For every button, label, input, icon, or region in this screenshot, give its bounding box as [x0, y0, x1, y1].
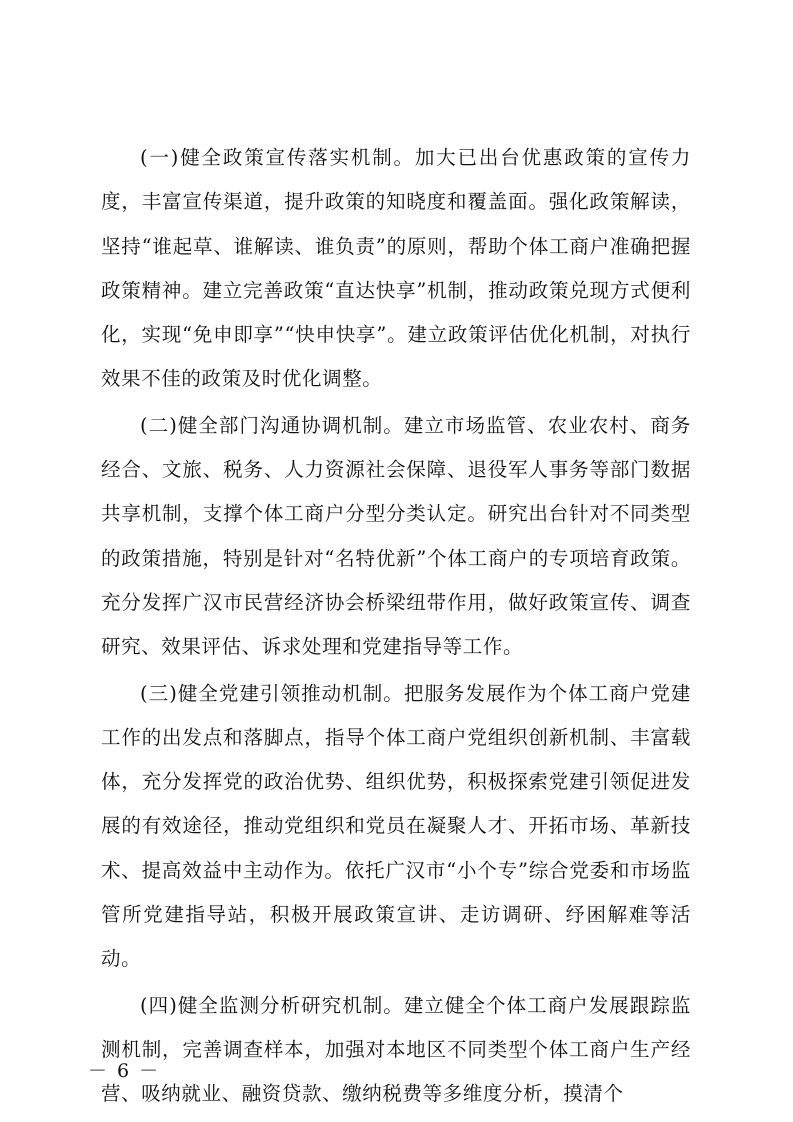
paragraph-party-building: (三)健全党建引领推动机制。把服务发展作为个体工商户党建工作的出发点和落脚点，指导个体工商户党组织创新机制、丰富载体，充分发挥党的政治优势、组织优势，积极探索党建引领促进发展的有效途径，推动党组织和党员在凝聚人才、开拓市场、革新技术、提高效益中主动作为。依托广汉市“小个专”综合党委和市场监管所党建指导站，积极开展政策宣讲、走访调研、纾困解难等活动。	[101, 681, 691, 971]
page-number: － 6 －	[88, 1060, 161, 1082]
paragraph-policy-promotion: (一)健全政策宣传落实机制。加大已出台优惠政策的宣传力度，丰富宣传渠道，提升政策的知晓度和覆盖面。强化政策解读，坚持“谁起草、谁解读、谁负责”的原则，帮助个体工商户准确把握政策精神。建立完善政策“直达快享”机制，推动政策兑现方式便利化，实现“免申即享”“快申快享”。建立政策评估优化机制，对执行效果不佳的政策及时优化调整。	[101, 146, 691, 391]
paragraph-department-coordination: (二)健全部门沟通协调机制。建立市场监管、农业农村、商务经合、文旅、税务、人力资源社会保障、退役军人事务等部门数据共享机制，支撑个体工商户分型分类认定。研究出台针对不同类型的政策措施，特别是针对“名特优新”个体工商户的专项培育政策。充分发挥广汉市民营经济协会桥梁纽带作用，做好政策宣传、调查研究、效果评估、诉求处理和党建指导等工作。	[101, 413, 691, 659]
paragraph-monitoring-analysis: (四)健全监测分析研究机制。建立健全个体工商户发展跟踪监测机制，完善调查样本，加强对本地区不同类型个体工商户生产经营、吸纳就业、融资贷款、缴纳税费等多维度分析，摸清个	[101, 993, 691, 1106]
body-text	[101, 136, 691, 1119]
